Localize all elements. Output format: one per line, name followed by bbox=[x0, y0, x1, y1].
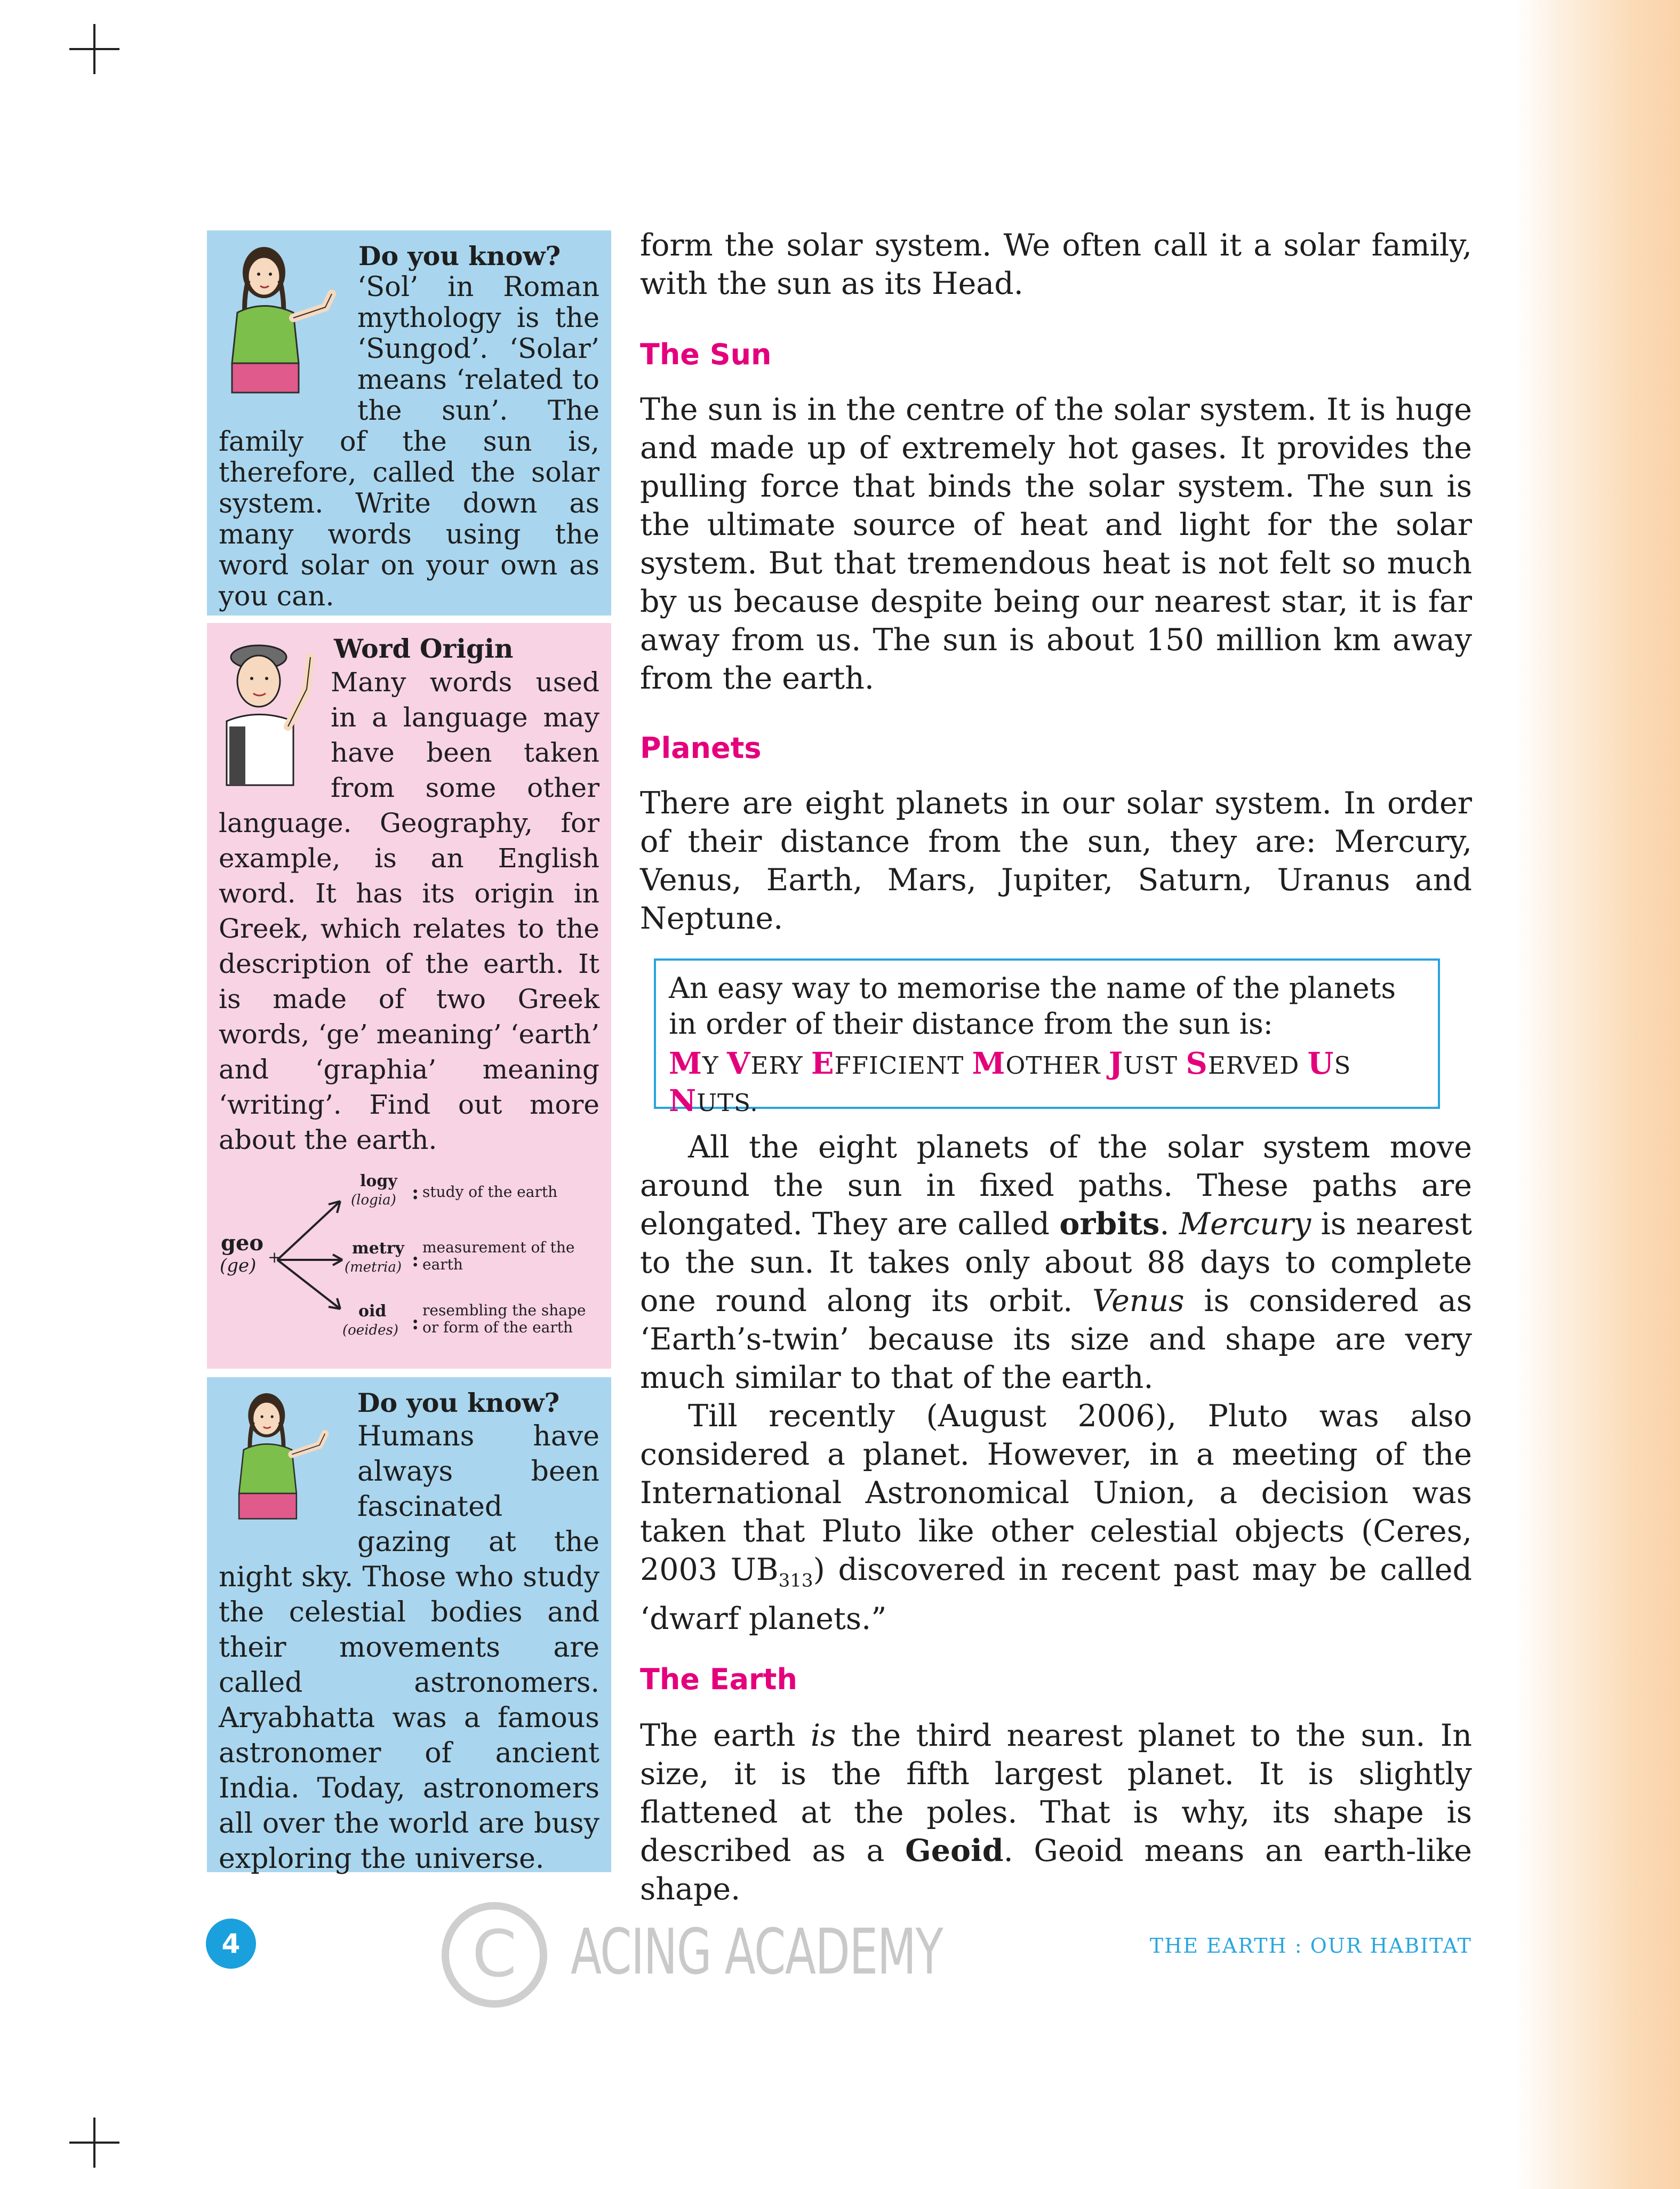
do-you-know-box-1 bbox=[207, 230, 611, 616]
branch-meaning: resembling the shape bbox=[422, 1301, 586, 1319]
running-footer: THE EARTH : OUR HABITAT bbox=[1149, 1934, 1472, 1958]
diagram-root: geo bbox=[221, 1231, 264, 1256]
svg-text:or form of the earth: or form of the earth bbox=[422, 1319, 573, 1336]
branch-word: oid bbox=[358, 1302, 387, 1321]
svg-text:C: C bbox=[472, 1918, 517, 1992]
box-title: Do you know? bbox=[358, 241, 561, 271]
page-number: 4 bbox=[206, 1919, 256, 1969]
watermark-text: ACING ACADEMY bbox=[571, 1915, 943, 1988]
mnemonic-intro: An easy way to memorise the name of the planets in order of their distance from the sun is: bbox=[669, 971, 1396, 1041]
mnemonic-line: MY VERY EFFICIENT MOTHER JUST SERVED US NUTS. bbox=[669, 1046, 1351, 1119]
svg-text::: : bbox=[412, 1249, 419, 1271]
girl-pointing-icon bbox=[219, 1390, 347, 1523]
planets-text: There are eight planets in our solar system. In order of their distance from the sun, they are: Mercury, Venus, Earth, Mars, Jupiter, Saturn, Uranus and Neptune. bbox=[640, 786, 1472, 936]
box-title: Word Origin bbox=[334, 633, 514, 664]
planets-paragraph bbox=[640, 784, 1472, 938]
svg-text:earth: earth bbox=[422, 1256, 463, 1273]
svg-text:+: + bbox=[268, 1248, 282, 1267]
diagram-root-alt: (ge) bbox=[220, 1255, 257, 1276]
sun-text: The sun is in the centre of the solar system. It is huge and made up of extremely hot gases. It provides the pulling force that binds the solar system. The sun is the ultimate source of heat and light for the solar system. But that tremendous heat is not felt so much by us because despite being our nearest star, it is far away from us. The sun is about 150 million km away from the earth. bbox=[640, 392, 1472, 696]
branch-alt: (metria) bbox=[345, 1259, 402, 1275]
heading-planets: Planets bbox=[640, 731, 762, 765]
branch-word: metry bbox=[352, 1239, 404, 1258]
mnemonic-box bbox=[654, 958, 1440, 1119]
girl-pointing-icon bbox=[219, 243, 347, 398]
box-text: ‘Sol’ in Roman mythology is the ‘Sungod’. ‘Solar’ means ‘related to the sun’. The family of the sun is, therefore, called the solar system. Write down as many words using the word solar on your own as you can. bbox=[219, 271, 599, 612]
branch-alt: (logia) bbox=[351, 1192, 396, 1208]
branch-word: logy bbox=[360, 1172, 397, 1191]
branch-meaning: measurement of the bbox=[422, 1239, 575, 1256]
page-edge-gradient bbox=[1515, 0, 1680, 2189]
intro-paragraph bbox=[640, 226, 1472, 303]
pluto-text: Till recently (August 2006), Pluto was also considered a planet. However, in a meeting of the International Astronomical Union, a decision was taken that Pluto like other celestial objects (Ceres, 2003 $UB_{313}$) discovered in recent past may be called ‘dwarf planets.” bbox=[640, 1399, 1473, 1637]
sun-paragraph bbox=[640, 390, 1472, 698]
heading-the-sun: The Sun bbox=[640, 338, 772, 371]
boy-pointing-icon bbox=[219, 636, 320, 790]
svg-text::: : bbox=[412, 1312, 419, 1334]
intro-text: form the solar system. We often call it a solar family, with the sun as its Head. bbox=[640, 228, 1472, 301]
branch-alt: (oeides) bbox=[342, 1322, 399, 1338]
box-text: Many words used in a language may have been taken from some other language. Geography, for example, is an English word. It has its origin in Greek, which relates to the description of the earth. It is made of two Greek words, ‘ge’ meaning’ ‘earth’ and ‘graphia’ meaning ‘writing’. Find out more about the earth. bbox=[219, 667, 599, 1155]
orbits-text: All the eight planets of the solar system move around the sun in fixed paths. These paths are elongated. They are called orbits. Mercury is nearest to the sun. It takes only about 88 days to complete one round along its orbit. Venus is considered as ‘Earth’s-twin’ because its size and shape are very much similar to that of the earth. bbox=[640, 1130, 1473, 1395]
heading-the-earth: The Earth bbox=[640, 1663, 797, 1696]
earth-text: The earth is the third nearest planet to the sun. In size, it is the fifth largest planet. It is slightly flattened at the poles. That is why, its shape is described as a Geoid. Geoid means an earth-like shape. bbox=[640, 1718, 1472, 1907]
box-title: Do you know? bbox=[357, 1387, 560, 1418]
orbits-paragraph bbox=[640, 1128, 1472, 1638]
svg-text::: : bbox=[412, 1181, 419, 1204]
word-origin-box bbox=[207, 623, 611, 1369]
do-you-know-box-2 bbox=[207, 1377, 611, 1875]
earth-paragraph bbox=[640, 1716, 1472, 1908]
word-origin-diagram bbox=[219, 1164, 599, 1340]
box-text: Humans have always been fascinated gazing at the night sky. Those who study the celestial bodies and their movements are called astronomers. Aryabhatta was a famous astronomer of ancient India. Today, astronomers all over the world are busy exploring the universe. bbox=[219, 1420, 599, 1875]
branch-meaning: study of the earth bbox=[422, 1183, 558, 1201]
